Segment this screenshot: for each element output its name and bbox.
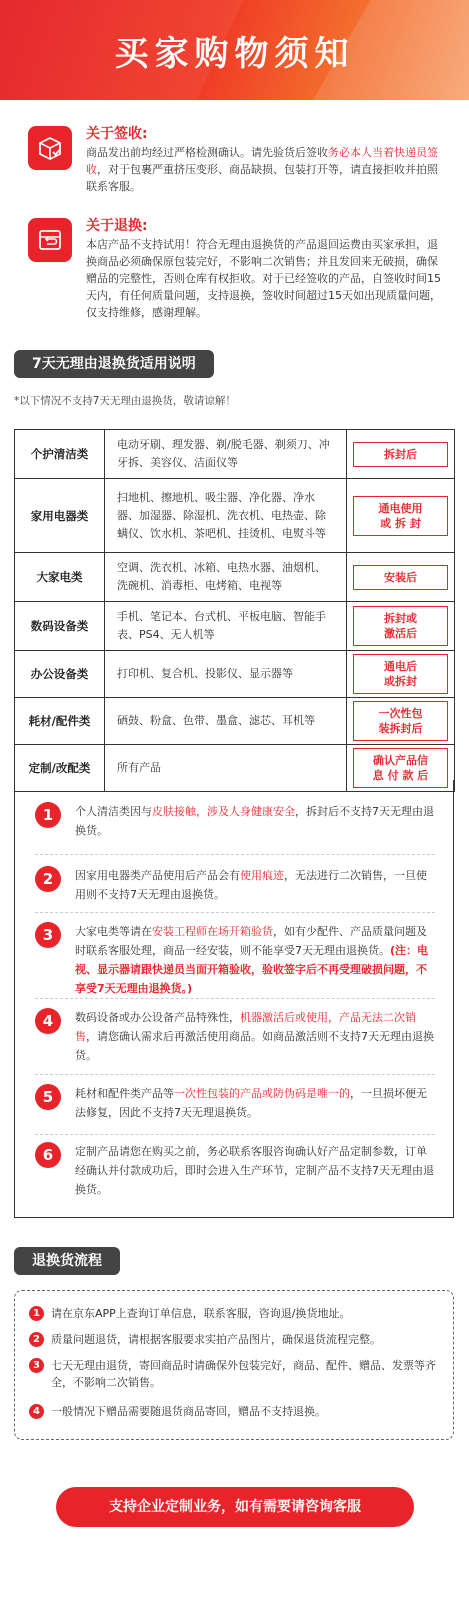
divider — [35, 998, 435, 999]
explanation-text: ，无法进行二次销售，一旦使用则不支持7天无理由退换货。 — [75, 869, 427, 901]
condition-badge: 确认产品信 息 付 款 后 — [353, 748, 448, 788]
package-check-icon — [28, 126, 72, 170]
process-step — [29, 1357, 441, 1391]
receive-text — [86, 144, 448, 195]
number-badge: 2 — [35, 866, 61, 892]
step-number: 4 — [29, 1404, 44, 1419]
contact-service-banner[interactable]: 支持企业定制业务，如有需要请咨询客服 — [56, 1487, 414, 1527]
table-row — [15, 479, 455, 553]
divider — [35, 1074, 435, 1075]
condition-badge: 拆封或 激活后 — [353, 606, 448, 646]
returns-text: 本店产品不支持试用！符合无理由退换货的产品退回运费由买家承担，退换商品必须确保原包装完好，不影响二次销售；并且发回来无破损，确保赠品的完整性，否则仓库有权拒收。对于已经签收的产品，自签收时间15天内，有任何质量问题，支持退换，签收时间超过15天如出现质量问题，仅支持维修，感谢理解。 — [86, 238, 441, 319]
rules-table — [14, 429, 455, 792]
explanation-highlight: 安装工程师在场开箱验货 — [152, 925, 273, 938]
explanation-item-2 — [35, 866, 435, 904]
explanation-text: 数码设备或办公设备产品特殊性， — [75, 1011, 240, 1024]
category-cell: 定制/改配类 — [15, 745, 105, 792]
number-badge: 4 — [35, 1008, 61, 1034]
page-title: 买家购物须知 — [114, 34, 355, 74]
return-box-icon — [28, 218, 72, 262]
process-step — [29, 1305, 441, 1322]
header-banner — [0, 0, 469, 100]
receive-text-c: ，对于包裹严重挤压变形、商品缺损、包装打开等，请直接拒收并拍照联系客服。 — [86, 163, 438, 193]
step-text: 质量问题退货，请根据客服要求实拍产品图片，确保退货流程完整。 — [51, 1333, 381, 1346]
step-number: 3 — [29, 1358, 44, 1373]
returns-title: 关于退换: — [86, 218, 148, 234]
table-row — [15, 602, 455, 651]
category-cell: 个护清洁类 — [15, 430, 105, 479]
note-text: *以下情况不支持7天无理由退换货，敬请谅解！ — [14, 395, 236, 407]
category-cell: 家用电器类 — [15, 479, 105, 553]
number-badge: 5 — [35, 1084, 61, 1110]
explanation-highlight: 皮肤接触，涉及人身健康安全 — [152, 805, 295, 818]
items-cell: 所有产品 — [105, 745, 347, 792]
receive-title: 关于签收: — [86, 126, 148, 142]
items-cell: 手机、笔记本、台式机、平板电脑、智能手表、PS4、无人机等 — [105, 602, 347, 651]
step-number: 1 — [29, 1306, 44, 1321]
divider — [35, 854, 435, 855]
condition-badge: 通电使用 或 拆 封 — [353, 496, 448, 536]
number-badge: 6 — [35, 1142, 61, 1168]
items-cell: 电动牙刷、理发器、剃/脱毛器、剃须刀、冲牙拆、美容仪、洁面仪等 — [105, 430, 347, 479]
process-step — [29, 1403, 441, 1420]
step-number: 2 — [29, 1332, 44, 1347]
process-box — [14, 1290, 454, 1440]
condition-badge: 一次性包 装拆封后 — [353, 701, 448, 741]
explanation-note: (注：电视、显示器请跟快递员当面开箱验收，验收签字后不再受理破损问题，不享受7天无理由退换货。) — [75, 944, 429, 995]
category-cell: 数码设备类 — [15, 602, 105, 651]
step-text: 七天无理由退货，寄回商品时请确保外包装完好，商品、配件、赠品、发票等齐全，不影响二次销售。 — [51, 1359, 436, 1389]
section-title-7day: 7天无理由退换货适用说明 — [14, 350, 214, 378]
explanation-text: 因家用电器类产品使用后产品会有 — [75, 869, 240, 882]
items-cell: 硒鼓、粉盒、色带、墨盒、滤芯、耳机等 — [105, 698, 347, 745]
step-text: 请在京东APP上查询订单信息，联系客服，咨询退/换货地址。 — [51, 1307, 351, 1320]
table-row — [15, 430, 455, 479]
receive-text-highlight: 务必本人当着快递员签收 — [86, 146, 438, 176]
table-row — [15, 698, 455, 745]
number-badge: 1 — [35, 802, 61, 828]
explanation-highlight: 机器激活后或使用，产品无法二次销售 — [75, 1011, 416, 1043]
explanation-text: 定制产品请您在购买之前，务必联系客服咨询确认好产品定制参数，订单经确认并付款成功后，即时会进入生产环节，定制产品不支持7天无理由退换货。 — [75, 1145, 434, 1196]
table-row — [15, 553, 455, 602]
explanation-item-3 — [35, 922, 435, 998]
explanation-item-5 — [35, 1084, 435, 1122]
explanation-text: 个人清洁类因与 — [75, 805, 152, 818]
table-row — [15, 651, 455, 698]
category-cell: 大家电类 — [15, 553, 105, 602]
divider — [35, 912, 435, 913]
condition-badge: 安装后 — [353, 565, 448, 590]
explanation-highlight: 一次性包装的产品或防伪码是唯一的 — [174, 1087, 350, 1100]
explanations-box — [14, 780, 454, 1218]
items-cell: 空调、洗衣机、冰箱、电热水器、油烟机、洗碗机、消毒柜、电烤箱、电视等 — [105, 553, 347, 602]
explanation-item-6 — [35, 1142, 435, 1199]
process-step — [29, 1331, 441, 1348]
explanation-text: ，一旦损坏便无法修复，因此不支持7天无理退换货。 — [75, 1087, 427, 1119]
category-cell: 耗材/配件类 — [15, 698, 105, 745]
explanation-item-4 — [35, 1008, 435, 1065]
explanation-text: ，拆封后不支持7天无理由退换货。 — [75, 805, 434, 837]
section-title-process: 退换货流程 — [14, 1247, 120, 1275]
category-cell: 办公设备类 — [15, 651, 105, 698]
explanation-item-1 — [35, 802, 435, 840]
receive-text-a: 商品发出前均经过严格检测确认。请先验货后签收 — [86, 146, 328, 159]
number-badge: 3 — [35, 922, 61, 948]
condition-badge: 通电后 或拆封 — [353, 654, 448, 694]
condition-badge: 拆封后 — [353, 442, 448, 467]
items-cell: 扫地机、擦地机、吸尘器、净化器、净水器、加湿器、除湿机、洗衣机、电热壶、除螨仪、饮水机、茶吧机、挂烫机、电熨斗等 — [105, 479, 347, 553]
explanation-text: ，请您确认需求后再激活使用商品。如商品激活则不支持7天无理由退换货。 — [75, 1030, 434, 1062]
returns-section — [28, 216, 448, 321]
items-cell: 打印机、复合机、投影仪、显示器等 — [105, 651, 347, 698]
explanation-text: ，如有少配件、产品质量问题及时联系客服处理，商品一经安装，则不能享受7天无理由退换货。 — [75, 925, 427, 957]
divider — [35, 1134, 435, 1135]
step-text: 一般情况下赠品需要随退货商品寄回，赠品不支持退换。 — [51, 1405, 326, 1418]
explanation-text: 大家电类等请在 — [75, 925, 152, 938]
receive-section — [28, 124, 448, 195]
explanation-highlight: 使用痕迹 — [240, 869, 284, 882]
explanation-text: 耗材和配件类产品等 — [75, 1087, 174, 1100]
